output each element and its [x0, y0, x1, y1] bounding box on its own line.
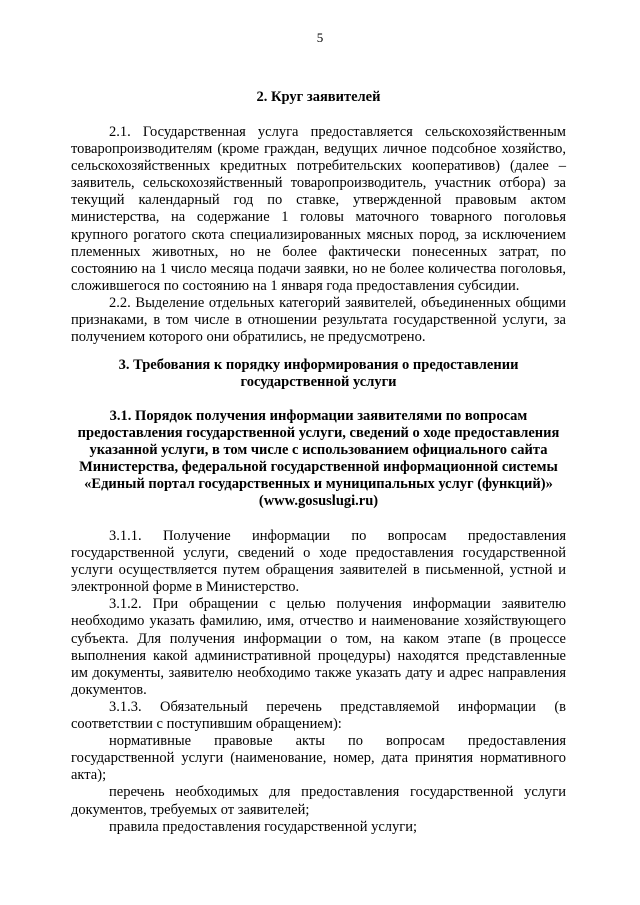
section-3-1-heading-line3: указанной услуги, в том числе с использованием официального сайта	[89, 442, 548, 458]
paragraph-3-1-2: 3.1.2. При обращении с целью получения информации заявителю необходимо указать фамилию, имя, отчество и наименование хозяйствующего субъекта. Для получения информации о том, на каком этапе (в процессе выполнения какой административной процедуры) находятся представленные им документы, заявителю необходимо также указать дату и адрес направления документов.	[71, 596, 566, 698]
paragraph-2-1: 2.1. Государственная услуга предоставляется сельскохозяйственным товаропроизводителям (кроме граждан, ведущих личное подсобное хозяйство, сельскохозяйственных кредитных потребительских кооперативов) (далее – заявитель, сельскохозяйственный товаропроизводитель, участник отбора) за текущий календарный год по ставке, утвержденной правовым актом министерства, на содержание 1 головы маточного товарного поголовья крупного рогатого скота специализированных мясных пород, за исключением племенных животных, но не более фактически понесенных затрат, по состоянию на 1 число месяца подачи заявки, но не более количества поголовья, сложившегося по состоянию на 1 января года предоставления субсидии.	[71, 124, 566, 294]
list-item: нормативные правовые акты по вопросам предоставления государственной услуги (наименование, номер, дата принятия нормативного акта);	[71, 733, 566, 784]
section-3-1-heading	[71, 408, 566, 510]
list-item: перечень необходимых для предоставления государственной услуги документов, требуемых от заявителей;	[71, 784, 566, 818]
list-item: правила предоставления государственной услуги;	[109, 818, 417, 835]
section-3-1-heading-line5: «Единый портал государственных и муниципальных услуг (функций)»	[84, 476, 553, 492]
paragraph-3-1-1: 3.1.1. Получение информации по вопросам предоставления государственной услуги, сведений о ходе предоставления государственной услуги осуществляется путем обращения заявителей в письменной, устной и электронной форме в Министерство.	[71, 528, 566, 596]
paragraph-3-1-3: 3.1.3. Обязательный перечень представляемой информации (в соответствии с поступившим обращением):	[71, 698, 566, 733]
section-3-heading	[71, 357, 566, 391]
page-number: 5	[316, 30, 324, 45]
section-3-1-heading-line6: (www.gosuslugi.ru)	[258, 493, 379, 509]
section-2-body	[71, 124, 566, 346]
section-3-heading-line1: 3. Требования к порядку информирования о предоставлении	[118, 357, 519, 373]
section-3-1-heading-line4: Министерства, федеральной государственной информационной системы	[79, 459, 558, 475]
section-2-heading: 2. Круг заявителей	[256, 89, 381, 105]
section-3-1-heading-line1: 3.1. Порядок получения информации заявителями по вопросам	[109, 408, 528, 424]
paragraph-2-2: 2.2. Выделение отдельных категорий заявителей, объединенных общими признаками, в том числе в отношении результата государственной услуги, за получением которого они обратились, не предусмотрено.	[71, 294, 566, 346]
section-3-1-body	[71, 528, 566, 836]
section-3-1-heading-line2: предоставления государственной услуги, сведений о ходе предоставления	[77, 425, 560, 441]
section-3-heading-line2: государственной услуги	[240, 374, 397, 390]
